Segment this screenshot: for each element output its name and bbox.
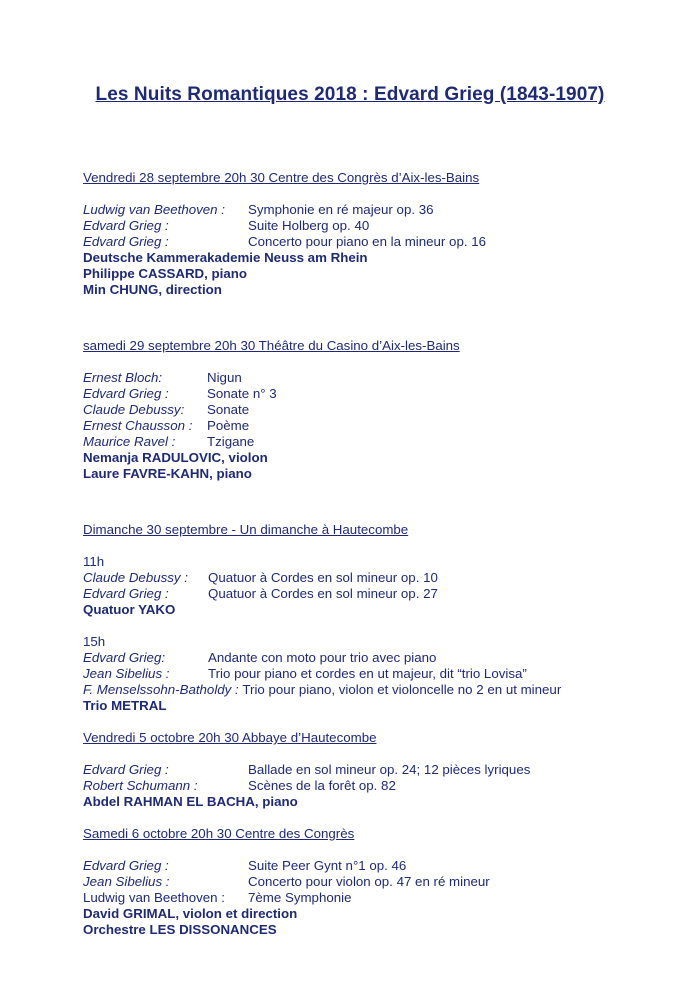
composer-name: Edvard Grieg : — [83, 762, 169, 777]
work-title: Poème — [207, 418, 250, 433]
composer-name: Jean Sibelius : — [83, 666, 170, 681]
work-title: Quatuor à Cordes en sol mineur op. 27 — [208, 586, 438, 601]
composer-name: Maurice Ravel : — [83, 434, 176, 449]
work-title: Concerto pour violon op. 47 en ré mineur — [248, 874, 490, 889]
program-line — [83, 370, 683, 386]
performer: Laure FAVRE-KAHN, piano — [83, 466, 252, 481]
work-title: Suite Peer Gynt n°1 op. 46 — [248, 858, 407, 873]
work-title: Scènes de la forêt op. 82 — [248, 778, 396, 793]
program-line — [83, 202, 683, 218]
work-title: Suite Holberg op. 40 — [248, 218, 370, 233]
work-title: Trio pour piano et cordes en ut majeur, dit “trio Lovisa” — [208, 666, 527, 681]
performer: Orchestre LES DISSONANCES — [83, 922, 277, 937]
performer: Nemanja RADULOVIC, violon — [83, 450, 268, 465]
work-title: Concerto pour piano en la mineur op. 16 — [248, 234, 487, 249]
work-title: Ballade en sol mineur op. 24; 12 pièces lyriques — [248, 762, 531, 777]
program-line — [83, 874, 683, 890]
composer-name: Ernest Chausson : — [83, 418, 193, 433]
work-title: Tzigane — [207, 434, 255, 449]
work-title: Symphonie en ré majeur op. 36 — [248, 202, 434, 217]
event-heading: Samedi 6 octobre 20h 30 Centre des Congrès — [83, 826, 355, 841]
event-4 — [83, 730, 683, 810]
event-5 — [83, 826, 683, 938]
performer: David GRIMAL, violon et direction — [83, 906, 298, 921]
composer-name: Edvard Grieg : — [83, 386, 169, 401]
composer-name: Ludwig van Beethoven : — [83, 890, 225, 905]
event-heading: Vendredi 28 septembre 20h 30 Centre des Congrès d’Aix-les-Bains — [83, 170, 480, 185]
composer-name: Edvard Grieg: — [83, 650, 166, 665]
session-time: 11h — [83, 554, 105, 569]
performer: Abdel RAHMAN EL BACHA, piano — [83, 794, 298, 809]
composer-name: Robert Schumann : — [83, 778, 198, 793]
performer: Philippe CASSARD, piano — [83, 266, 248, 281]
composer-name: Claude Debussy: — [83, 402, 185, 417]
program-line — [83, 570, 683, 586]
composer-name: Edvard Grieg : — [83, 858, 169, 873]
event-1 — [83, 170, 683, 298]
program-line — [83, 586, 683, 602]
composer-name: Ernest Bloch: — [83, 370, 163, 385]
performer: Min CHUNG, direction — [83, 282, 222, 297]
composer-name: Edvard Grieg : — [83, 234, 169, 249]
composer-name: Edvard Grieg : — [83, 586, 169, 601]
program-line — [83, 218, 683, 234]
work-title: Quatuor à Cordes en sol mineur op. 10 — [208, 570, 438, 585]
composer-name: Claude Debussy : — [83, 570, 188, 585]
program-line — [83, 858, 683, 874]
performer: Trio METRAL — [83, 698, 167, 713]
program-content — [83, 170, 683, 938]
composer-name: F. Menselssohn-Batholdy : — [83, 682, 239, 697]
work-title: Andante con moto pour trio avec piano — [208, 650, 437, 665]
program-line — [83, 418, 683, 434]
event-3 — [83, 522, 683, 714]
performer: Quatuor YAKO — [83, 602, 176, 617]
work-title: Sonate — [207, 402, 250, 417]
work-title: Nigun — [207, 370, 242, 385]
composer-name: Jean Sibelius : — [83, 874, 170, 889]
composer-name: Ludwig van Beethoven : — [83, 202, 225, 217]
program-line — [83, 386, 683, 402]
program-line — [83, 778, 683, 794]
event-heading: Vendredi 5 octobre 20h 30 Abbaye d’Hautecombe — [83, 730, 377, 745]
performer: Deutsche Kammerakademie Neuss am Rhein — [83, 250, 368, 265]
program-line — [83, 666, 683, 682]
session-time: 15h — [83, 634, 106, 649]
event-heading: Dimanche 30 septembre - Un dimanche à Hautecombe — [83, 522, 409, 537]
program-line — [83, 402, 683, 418]
work-title: 7ème Symphonie — [248, 890, 352, 905]
event-heading: samedi 29 septembre 20h 30 Théâtre du Casino d’Aix-les-Bains — [83, 338, 460, 353]
program-line — [83, 650, 683, 666]
work-title: Sonate n° 3 — [207, 386, 277, 401]
work-title: Trio pour piano, violon et violoncelle no 2 en ut mineur — [242, 682, 562, 697]
page-title: Les Nuits Romantiques 2018 : Edvard Grieg (1843-1907) — [95, 84, 605, 105]
event-2 — [83, 338, 683, 482]
program-line — [83, 682, 683, 698]
program-line — [83, 234, 683, 250]
program-line — [83, 890, 683, 906]
program-line — [83, 434, 683, 450]
composer-name: Edvard Grieg : — [83, 218, 169, 233]
program-line — [83, 762, 683, 778]
